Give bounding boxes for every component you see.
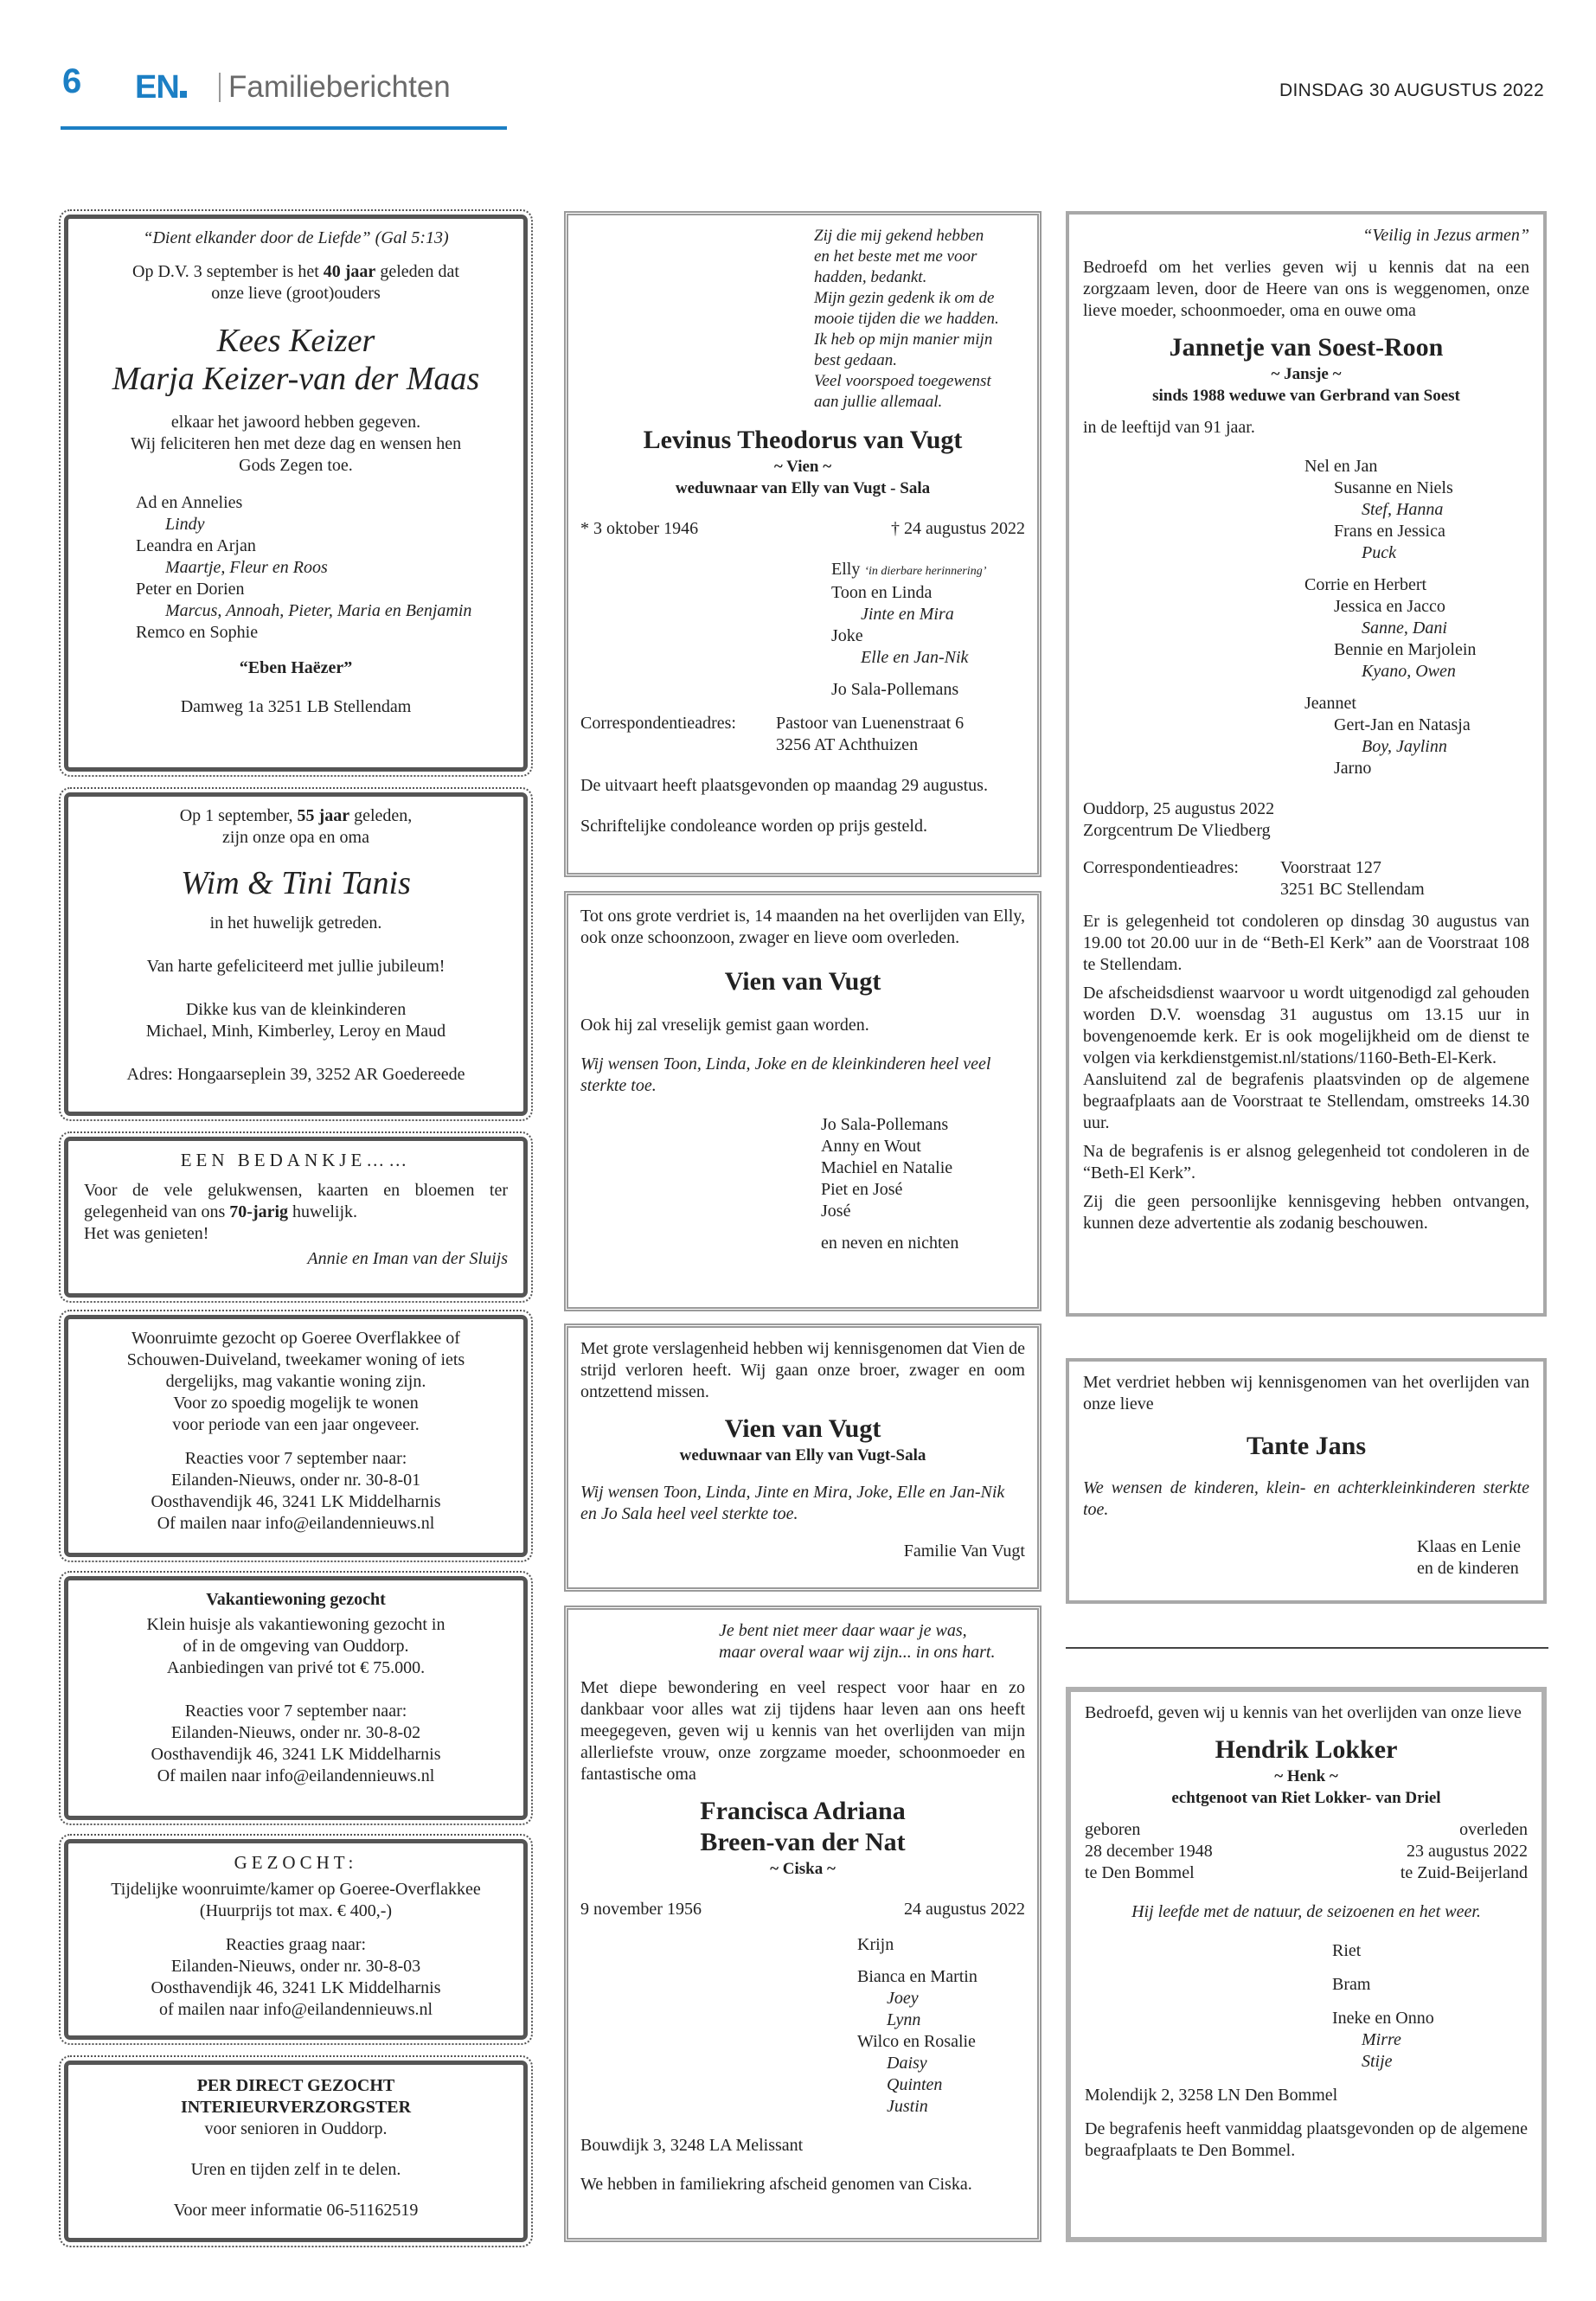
quote-line: maar overal waar wij zijn... in ons hart. [719,1643,996,1662]
ad-quote: Hij leefde met de natuur, de seizoenen en het weer. [1131,1902,1481,1921]
ad-intro: Op 1 september, 55 jaar geleden, [179,806,413,825]
quote-line: Je bent niet meer daar waar je was, [719,1621,967,1640]
ad-text: in de leeftijd van 91 jaar. [1083,418,1255,437]
family-member: Jeannet [1304,694,1356,713]
death-place: te Zuid-Beijerland [1400,1863,1528,1882]
family-member: Toon en Linda [831,583,933,602]
ad-interieurverzorgster [64,2061,528,2242]
ad-wish: Wij wensen Toon, Linda, Jinte en Mira, Joke, Elle en Jan-Nik en Jo Sala heel veel sterkte toe. [580,1483,1005,1523]
ad-motto: “Eben Haëzer” [239,658,353,677]
deceased-name: Vien van Vugt [724,1414,881,1443]
death-label: overleden [1459,1820,1528,1839]
correspondence [580,713,1025,756]
newspaper-logo: EN [135,71,187,104]
signer: Anny en Wout [821,1137,921,1156]
correspondence [1083,857,1529,901]
corr-address: Pastoor van Luenenstraat 6 [776,714,965,733]
ad-reply: Reacties voor 7 september naar: [184,1702,407,1721]
ad-text: Dikke kus van de kleinkinderen [185,1000,407,1019]
family-children: Mirre [1362,2030,1401,2049]
corr-label: Correspondentieadres: [580,714,736,733]
birth-place: te Den Bommel [1085,1863,1195,1882]
family-member: Bianca en Martin [857,1967,977,1986]
family-member: Remco en Sophie [136,623,259,642]
ad-gezocht [64,1839,528,2040]
deceased-name: Levinus Theodorus van Vugt [643,426,963,454]
family-member: Peter en Dorien [136,580,245,599]
ad-text: Schouwen-Duiveland, tweekamer woning of iets [126,1350,465,1369]
family-member: Jessica en Jacco [1334,597,1445,616]
signer: Machiel en Natalie [821,1158,953,1177]
condolence-info: Er is gelegenheid tot condoleren op dinsdag 30 augustus van 19.00 tot 20.00 uur in de “Beth-El Kerk” aan de Voorstraat 108 te Stellendam. [1083,912,1529,974]
ad-title: Vakantiewoning gezocht [206,1590,386,1609]
family-gap [1304,564,1529,574]
ad-bedankje [64,1137,528,1298]
ad-quote: “Veilig in Jezus armen” [1362,226,1529,245]
deceased-name: Tante Jans [1246,1432,1367,1460]
ad-text: We hebben in familiekring afscheid genomen van Ciska. [580,2175,972,2194]
family-member: Joke [831,626,863,645]
poem-line: mooie tijden die we hadden. [814,310,999,328]
ad-hendrik-lokker [1066,1687,1547,2242]
family-member: Leandra en Arjan [136,536,256,555]
ad-text: voor periode van een jaar ongeveer. [172,1415,420,1434]
ad-address: Bouwdijk 3, 3248 LA Melissant [580,2136,804,2155]
family-children: Joey [887,1989,919,2008]
family-children: Marcus, Annoah, Pieter, Maria en Benjamin [165,601,472,620]
ad-address: Damweg 1a 3251 LB Stellendam [180,697,412,716]
ad-reply: Of mailen naar info@eilandennieuws.nl [157,1766,435,1785]
family-children: Sanne, Dani [1362,619,1447,638]
poem-line: best gedaan. [814,351,898,369]
ad-text: elkaar het jawoord hebben gegeven. [170,413,421,432]
deceased-nickname: ~ Ciska ~ [770,1860,836,1878]
ad-vien-van-vugt-1 [564,891,1042,1311]
ad-reply: Oosthavendijk 46, 3241 LK Middelharnis [151,1492,441,1511]
family-children: Kyano, Owen [1362,662,1456,681]
deceased-nickname: ~ Jansje ~ [1271,365,1342,383]
deceased-subtitle: sinds 1988 weduwe van Gerbrand van Soest [1152,387,1460,405]
ad-text: Tot ons grote verdriet is, 14 maanden na het overlijden van Elly, ook onze schoonzoon, zwager en lieve oom overleden. [580,907,1025,947]
deceased-name: Breen-van der Nat [700,1828,906,1856]
service-info: De afscheidsdienst waarvoor u wordt uitgenodigd zal gehouden worden D.V. woensdag 31 augustus om 13.15 uur in bovengenoemde kerk. Er is ook mogelijkheid om de dienst te volgen via kerkdienstgemist.nl/stations/1160-Beth-El-Kerk. [1083,984,1529,1067]
ad-quote: “Dient elkander door de Liefde” (Gal 5:13) [143,228,449,247]
ad-title: PER DIRECT GEZOCHT [196,2076,395,2095]
place-date: Ouddorp, 25 augustus 2022 [1083,799,1275,818]
deceased-name: Hendrik Lokker [1215,1735,1398,1764]
poem-line: Zij die mij gekend hebben [814,227,984,245]
signer: en neven en nichten [821,1234,959,1253]
signers [580,1114,1025,1254]
family-children: Boy, Jaylinn [1362,737,1447,756]
family-member: Jarno [1334,759,1372,778]
ad-text: Met grote verslagenheid hebben wij kennisgenomen dat Vien de strijd verloren heeft. Wij gaan onze broer, zwager en oom ontzettend missen. [580,1339,1025,1401]
family-list [580,559,1025,701]
section-title: Familieberichten [228,70,451,104]
ad-vien-van-vugt-2 [564,1324,1042,1592]
ad-text: Met diepe bewondering en veel respect voor haar en zo dankbaar voor alles wat zij tijdens haar leven aan ons heeft meegegeven, geven wij u kennis van het overlijden van mijn allerliefste vrouw, onze zorgzame moeder, schoonmoeder en fantastische oma [580,1678,1025,1784]
signer: en de kinderen [1417,1559,1519,1578]
couple-name: Wim & Tini Tanis [181,865,411,901]
ad-reply: Eilanden-Nieuws, onder nr. 30-8-02 [170,1723,421,1742]
header-rule [61,126,507,130]
ad-address: Adres: Hongaarseplein 39, 3252 AR Goedereede [126,1065,465,1084]
family-member: Riet [1332,1941,1362,1960]
deceased-name: Francisca Adriana [700,1797,906,1825]
issue-date: DINSDAG 30 AUGUSTUS 2022 [1279,80,1544,100]
ad-reply: Oosthavendijk 46, 3241 LK Middelharnis [151,1745,441,1764]
family-list [1085,1940,1528,2073]
poem-line: hadden, bedankt. [814,268,927,286]
ad-intro: Op D.V. 3 september is het 40 jaar geleden dat [132,262,459,281]
poem-line: Mijn gezin gedenk ik om de [814,289,995,307]
ad-signature: Familie Van Vugt [903,1541,1025,1561]
ad-text: Het was genieten! [84,1224,209,1243]
life-dates [580,1899,1025,1920]
poem-line: Veel voorspoed toegewenst [814,372,991,390]
ad-text: Michael, Minh, Kimberley, Leroy en Maud [145,1022,446,1041]
family-list [84,492,508,644]
family-children: Quinten [887,2075,943,2094]
birth-date: * 3 oktober 1946 [580,519,699,538]
ad-francisca-breen [564,1606,1042,2242]
family-gap [1304,683,1529,693]
ad-text: of in de omgeving van Ouddorp. [183,1637,409,1656]
ad-tante-jans [1066,1358,1547,1604]
ad-text: Wij feliciteren hen met deze dag en wensen hen [130,434,462,453]
condolence-note: Schriftelijke condoleance worden op prijs gesteld. [580,817,927,836]
ad-reply: Eilanden-Nieuws, onder nr. 30-8-01 [170,1471,421,1490]
ad-title: EEN BEDANKJE…… [180,1150,412,1170]
ad-text: Voor de vele gelukwensen, kaarten en bloemen ter gelegenheid van ons 70-jarig huwelijk. [84,1181,508,1221]
ad-wish: We wensen de kinderen, klein- en achterkleinkinderen sterkte toe. [1083,1478,1529,1519]
funeral-notice: De uitvaart heeft plaatsgevonden op maandag 29 augustus. [580,776,988,795]
quote [580,1620,1025,1663]
signer: Piet en José [821,1180,903,1199]
family-children: Elle en Jan-Nik [861,648,969,667]
family-member: Elly ‘in dierbare herinnering’ [831,560,987,579]
ad-text: Voor zo spoedig mogelijk te wonen [173,1394,419,1413]
poem-line: en het beste met me voor [814,247,977,266]
family-children: Daisy [887,2054,927,2073]
family-list [580,1934,1025,2118]
ad-text: Tijdelijke woonruimte/kamer op Goeree-Overflakkee [111,1880,481,1899]
ad-jannetje-van-soest [1066,211,1547,1317]
page-number: 6 [62,62,82,100]
deceased-subtitle: weduwnaar van Elly van Vugt-Sala [679,1446,926,1465]
ad-text: Bedroefd om het verlies geven wij u kennis dat na een zorgzaam leven, door de Heere van ons is weggenomen, onze lieve moeder, schoonmoeder, oma en ouwe oma [1083,258,1529,320]
ad-intro-2: onze lieve (groot)ouders [211,284,381,303]
family-member: Nel en Jan [1304,457,1378,476]
family-member: Wilco en Rosalie [857,2032,976,2051]
ad-wim-tanis [64,792,528,1116]
birth-label: geboren [1085,1820,1141,1839]
condolence-info: Na de begrafenis is er alsnog gelegenheid tot condoleren in de “Beth-El Kerk”. [1083,1142,1529,1183]
ad-text: Met verdriet hebben wij kennisgenomen van het overlijden van onze lieve [1083,1373,1529,1413]
family-children: Lynn [887,2010,921,2029]
ad-text: Van harte gefeliciteerd met jullie jubileum! [146,957,445,976]
ad-address: Molendijk 2, 3258 LN Den Bommel [1085,2086,1338,2105]
ad-woonruimte [64,1315,528,1557]
family-children: Stef, Hanna [1362,500,1444,519]
ad-reply: of mailen naar info@eilandennieuws.nl [158,2000,433,2019]
notice-info: Zij die geen persoonlijke kennisgeving hebben ontvangen, kunnen deze advertentie als zodanig beschouwen. [1083,1192,1529,1233]
ad-text: Bedroefd, geven wij u kennis van het overlijden van onze lieve [1085,1703,1522,1722]
couple-name-2: Marja Keizer-van der Maas [112,361,480,397]
ad-intro-2: zijn onze opa en oma [222,828,369,847]
deceased-nickname: ~ Henk ~ [1274,1767,1338,1785]
ad-kees-keizer [64,215,528,772]
family-member: Ad en Annelies [136,493,243,512]
funeral-notice: De begrafenis heeft vanmiddag plaatsgevonden op de algemene begraafplaats te Den Bommel. [1085,2119,1528,2160]
corr-address: Voorstraat 127 [1280,858,1381,877]
ad-text: in het huwelijk getreden. [209,913,382,933]
corr-address: 3256 AT Achthuizen [776,735,919,754]
deceased-subtitle: weduwnaar van Elly van Vugt - Sala [675,479,931,497]
life-dates [1085,1819,1528,1884]
family-member: Corrie en Herbert [1304,575,1427,594]
family-member: Jo Sala-Pollemans [831,680,959,699]
poem [580,226,1025,413]
ad-text: dergelijks, mag vakantie woning zijn. [165,1372,426,1391]
couple-name-1: Kees Keizer [216,323,375,359]
ad-title: INTERIEURVERZORGSTER [180,2098,412,2117]
family-member: Gert-Jan en Natasja [1334,715,1471,734]
family-member: Krijn [857,1935,894,1954]
death-date: † 24 augustus 2022 [891,519,1025,538]
death-date: 24 augustus 2022 [904,1900,1025,1919]
ad-levinus-van-vugt [564,211,1042,877]
ad-title: GEZOCHT: [234,1852,358,1873]
corr-label: Correspondentieadres: [1083,858,1239,877]
ad-text: Ook hij zal vreselijk gemist gaan worden. [580,1016,869,1035]
signers [1083,1536,1529,1580]
deceased-nickname: ~ Vien ~ [773,458,832,476]
family-member: Bennie en Marjolein [1334,640,1477,659]
ad-text: Aanbiedingen van privé tot € 75.000. [166,1658,426,1677]
family-children: Stije [1362,2052,1393,2071]
ad-reply: Eilanden-Nieuws, onder nr. 30-8-03 [170,1957,421,1976]
ad-text: Uren en tijden zelf in te delen. [190,2160,401,2179]
family-children: Jinte en Mira [861,605,954,624]
ad-wish: Wij wensen Toon, Linda, Joke en de kleinkinderen heel veel sterkte toe. [580,1054,991,1095]
ad-text: Klein huisje als vakantiewoning gezocht in [146,1615,445,1634]
deceased-name: Jannetje van Soest-Roon [1169,333,1444,362]
poem-line: Ik heb op mijn manier mijn [814,330,993,349]
family-member: Bram [1332,1975,1371,1994]
family-member: Ineke en Onno [1332,2009,1434,2028]
ad-signature: Annie en Iman van der Sluijs [307,1249,508,1268]
ad-reply: Reacties graag naar: [225,1935,367,1954]
family-children: Maartje, Fleur en Roos [165,558,328,577]
family-children: Lindy [165,515,205,534]
death-date: 23 augustus 2022 [1407,1842,1528,1861]
ad-reply: Of mailen naar info@eilandennieuws.nl [157,1514,435,1533]
place-date: Zorgcentrum De Vliedberg [1083,821,1271,840]
signer: Klaas en Lenie [1417,1537,1521,1556]
deceased-name: Vien van Vugt [724,967,881,996]
birth-date: 28 december 1948 [1085,1842,1213,1861]
family-list [1083,456,1529,779]
ad-vakantiewoning [64,1576,528,1820]
ad-reply: Reacties voor 7 september naar: [184,1449,407,1468]
corr-address: 3251 BC Stellendam [1280,880,1425,899]
life-dates [580,518,1025,540]
ad-text: Woonruimte gezocht op Goeree Overflakkee of [131,1329,460,1348]
family-member: Susanne en Niels [1334,478,1453,497]
family-children: Puck [1362,543,1396,562]
column-divider [1066,1647,1548,1649]
ad-text: (Huurprijs tot max. € 400,-) [199,1901,393,1920]
signer: Jo Sala-Pollemans [821,1115,949,1134]
deceased-subtitle: echtgenoot van Riet Lokker- van Driel [1171,1789,1441,1807]
ad-text: Gods Zegen toe. [239,456,353,475]
ad-reply: Oosthavendijk 46, 3241 LK Middelharnis [151,1978,441,1997]
ad-text: Voor meer informatie 06-51162519 [173,2201,419,2220]
poem-line: aan jullie allemaal. [814,393,943,411]
ad-text: voor senioren in Ouddorp. [204,2119,388,2138]
burial-info: Aansluitend zal de begrafenis plaatsvinden op de algemene begraafplaats aan de Voorstraat te Stellendam, omstreeks 14.30 uur. [1083,1070,1529,1132]
header-divider [219,73,221,102]
signer: José [821,1202,851,1221]
family-children: Justin [887,2097,928,2116]
family-member: Frans en Jessica [1334,522,1445,541]
birth-date: 9 november 1956 [580,1900,702,1919]
